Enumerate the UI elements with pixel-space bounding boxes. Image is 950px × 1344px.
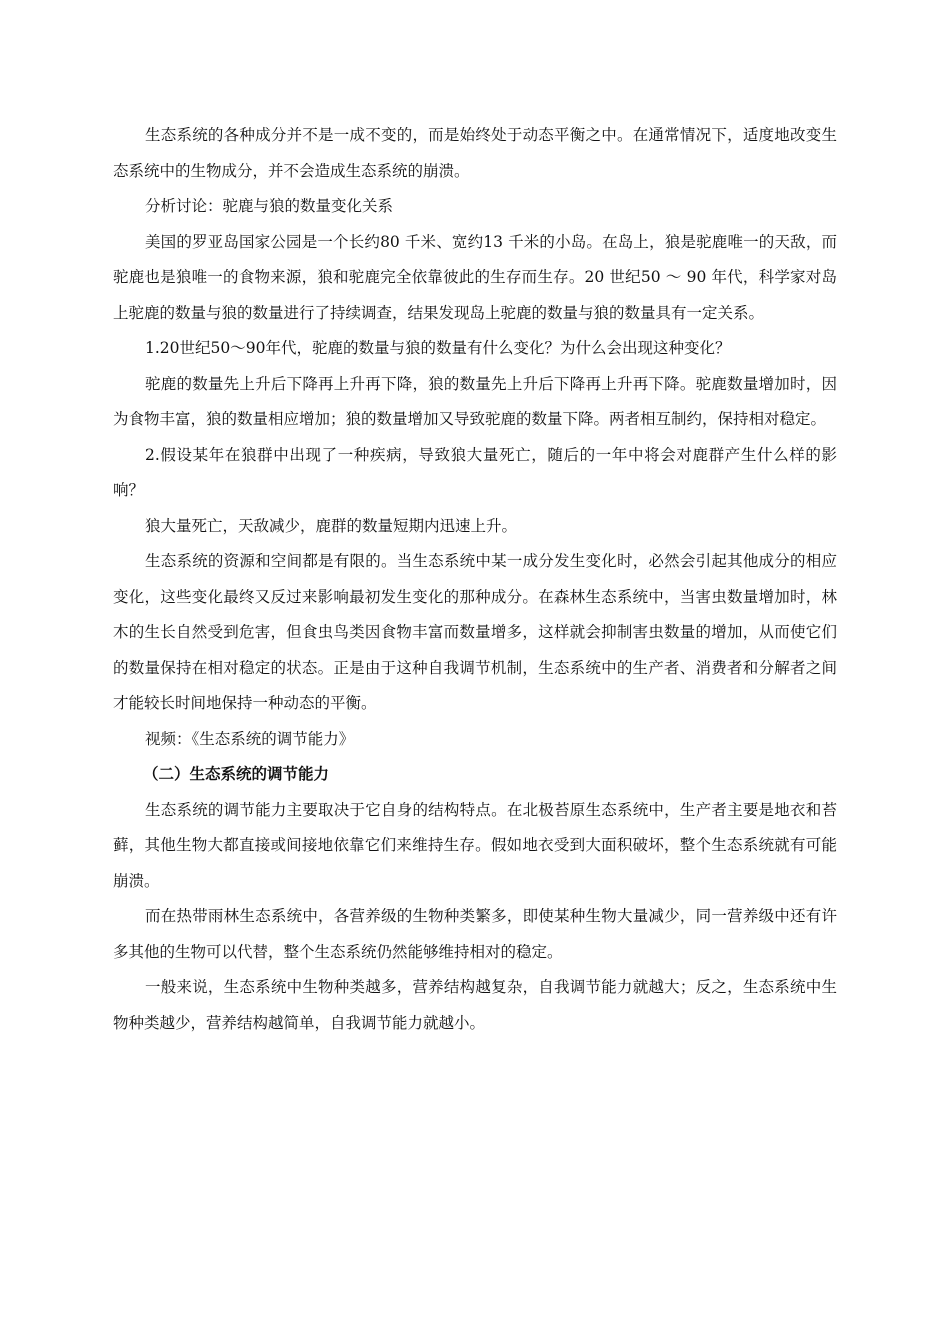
paragraph-question-2: 2.假设某年在狼群中出现了一种疾病，导致狼大量死亡，随后的一年中将会对鹿群产生什么样的影响？ xyxy=(113,445,837,499)
paragraph-video-link: 视频：《生态系统的调节能力》 xyxy=(145,729,355,748)
document-body xyxy=(113,118,837,1041)
paragraph-tundra: 生态系统的调节能力主要取决于它自身的结构特点。在北极苔原生态系统中，生产者主要是地衣和苔藓，其他生物大都直接或间接地依靠它们来维持生存。假如地衣受到大面积破坏，整个生态系统就有可能崩溃。 xyxy=(113,800,837,890)
paragraph-isle-royale: 美国的罗亚岛国家公园是一个长约80 千米、宽约13 千米的小岛。在岛上，狼是驼鹿唯一的天敌，而驼鹿也是狼唯一的食物来源，狼和驼鹿完全依靠彼此的生存而生存。20 世纪50 ～ 90 年代，科学家对岛上驼鹿的数量与狼的数量进行了持续调查，结果发现岛上驼鹿的数量与狼的数量具有一定关系。 xyxy=(113,232,837,322)
paragraph-answer-2: 狼大量死亡，天敌减少，鹿群的数量短期内迅速上升。 xyxy=(145,516,518,535)
section-heading-regulation-capacity: （二）生态系统的调节能力 xyxy=(143,765,330,783)
paragraph-dynamic-balance: 生态系统的各种成分并不是一成不变的，而是始终处于动态平衡之中。在通常情况下，适度地改变生态系统中的生物成分，并不会造成生态系统的崩溃。 xyxy=(113,126,837,180)
paragraph-conclusion: 一般来说，生态系统中生物种类越多，营养结构越复杂，自我调节能力就越大；反之，生态系统中生物种类越少，营养结构越简单，自我调节能力就越小。 xyxy=(113,978,837,1032)
paragraph-discussion-heading: 分析讨论：驼鹿与狼的数量变化关系 xyxy=(145,197,394,215)
paragraph-rainforest: 而在热带雨林生态系统中，各营养级的生物种类繁多，即使某种生物大量减少，同一营养级中还有许多其他的生物可以代替，整个生态系统仍然能够维持相对的稳定。 xyxy=(113,907,837,961)
paragraph-question-1: 1.20世纪50～90年代，驼鹿的数量与狼的数量有什么变化？为什么会出现这种变化？ xyxy=(145,339,731,357)
paragraph-answer-1: 驼鹿的数量先上升后下降再上升再下降，狼的数量先上升后下降再上升再下降。驼鹿数量增加时，因为食物丰富，狼的数量相应增加；狼的数量增加又导致驼鹿的数量下降。两者相互制约，保持相对稳定。 xyxy=(113,374,837,428)
paragraph-self-regulation: 生态系统的资源和空间都是有限的。当生态系统中某一成分发生变化时，必然会引起其他成分的相应变化，这些变化最终又反过来影响最初发生变化的那种成分。在森林生态系统中，当害虫数量增加时，林木的生长自然受到危害，但食虫鸟类因食物丰富而数量增多，这样就会抑制害虫数量的增加，从而使它们的数量保持在相对稳定的状态。正是由于这种自我调节机制，生态系统中的生产者、消费者和分解者之间才能较长时间地保持一种动态的平衡。 xyxy=(113,552,837,712)
